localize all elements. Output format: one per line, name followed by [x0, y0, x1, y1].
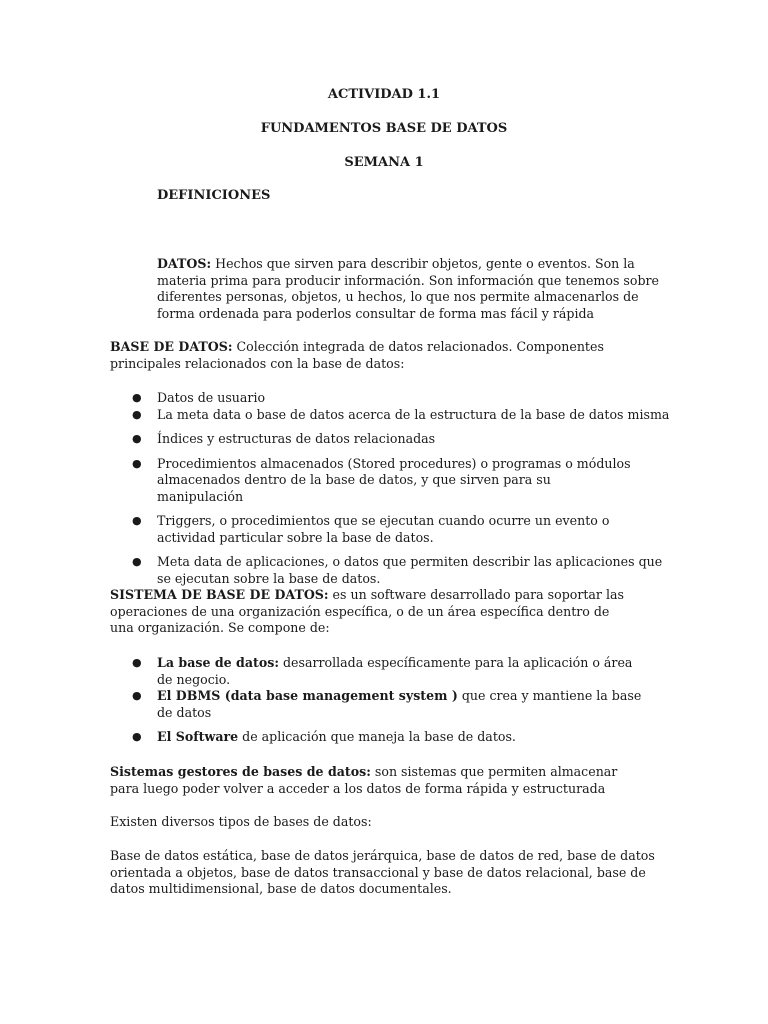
week-title: SEMANA 1	[344, 155, 424, 170]
list-item: ● Datos de usuario	[132, 390, 266, 405]
tipos-list-paragraph: Base de datos estática, base de datos jerárquica, base de datos de red, base de datos orientada a objetos, base de datos transaccional y base de datos relacional, base de datos multidimensional, base de datos documentales.	[110, 848, 655, 896]
bullet-icon: ●	[132, 689, 142, 702]
sistema-text: es un software desarrollado para soportar las operaciones de una organización específica, o de un área específica dentro de una organización. Se compone de:	[110, 587, 624, 635]
datos-paragraph	[157, 256, 677, 322]
datos-text: Hechos que sirven para describir objetos, gente o eventos. Son la materia prima para producir información. Son información que tenemos sobre diferentes personas, objetos, u hechos, lo que nos permite almacenarlos de forma ordenada para poderlos consultar de forma mas fácil y rápida	[157, 256, 659, 321]
tipos-intro: Existen diversos tipos de bases de datos:	[110, 814, 372, 829]
base-de-datos-paragraph	[110, 339, 612, 372]
list-item: ● La meta data o base de datos acerca de la estructura de la base de datos misma	[132, 406, 670, 422]
sistema-term: SISTEMA DE BASE DE DATOS:	[110, 587, 329, 602]
subject-title: FUNDAMENTOS BASE DE DATOS	[260, 121, 508, 136]
components-list	[110, 390, 670, 587]
base-de-datos-term: BASE DE DATOS:	[110, 339, 233, 354]
list-item: ● Procedimientos almacenados (Stored procedures) o programas o módulos almacenados dentro de la base de datos, y que sirven para su manipulación	[132, 455, 631, 504]
gestores-paragraph	[110, 764, 640, 797]
list-item: ● El DBMS (data base management system ) que crea y mantiene la base de datos	[132, 688, 642, 720]
datos-term: DATOS:	[157, 256, 212, 271]
activity-title: ACTIVIDAD 1.1	[327, 87, 441, 102]
list-item: ● Triggers, o procedimientos que se ejecutan cuando ocurre un evento o actividad particular sobre la base de datos.	[132, 513, 610, 545]
bullet-icon: ●	[132, 555, 142, 568]
gestores-text: son sistemas que permiten almacenar para luego poder volver a acceder a los datos de forma rápida y estructurada	[110, 764, 618, 796]
base-de-datos-text: Colección integrada de datos relacionados. Componentes principales relacionados con la base de datos:	[110, 339, 604, 371]
bullet-icon: ●	[132, 407, 142, 421]
gestores-term: Sistemas gestores de bases de datos:	[110, 764, 371, 779]
list-item: ● Meta data de aplicaciones, o datos que permiten describir las aplicaciones que se ejecutan sobre la base de datos.	[132, 554, 663, 586]
list-item: ● La base de datos: desarrollada específicamente para la aplicación o área de negocio.	[132, 655, 633, 687]
bullet-icon: ●	[132, 514, 142, 527]
sistema-paragraph	[110, 587, 630, 637]
list-item: ● El Software de aplicación que maneja la base de datos.	[132, 729, 516, 744]
system-components-list	[110, 655, 650, 746]
bullet-icon: ●	[132, 456, 142, 470]
bullet-icon: ●	[132, 656, 142, 669]
list-item: ● Índices y estructuras de datos relacionadas	[132, 431, 436, 446]
bullet-icon: ●	[132, 391, 142, 404]
bullet-icon: ●	[132, 432, 142, 445]
bullet-icon: ●	[132, 730, 142, 743]
section-heading: DEFINICIONES	[157, 188, 271, 203]
